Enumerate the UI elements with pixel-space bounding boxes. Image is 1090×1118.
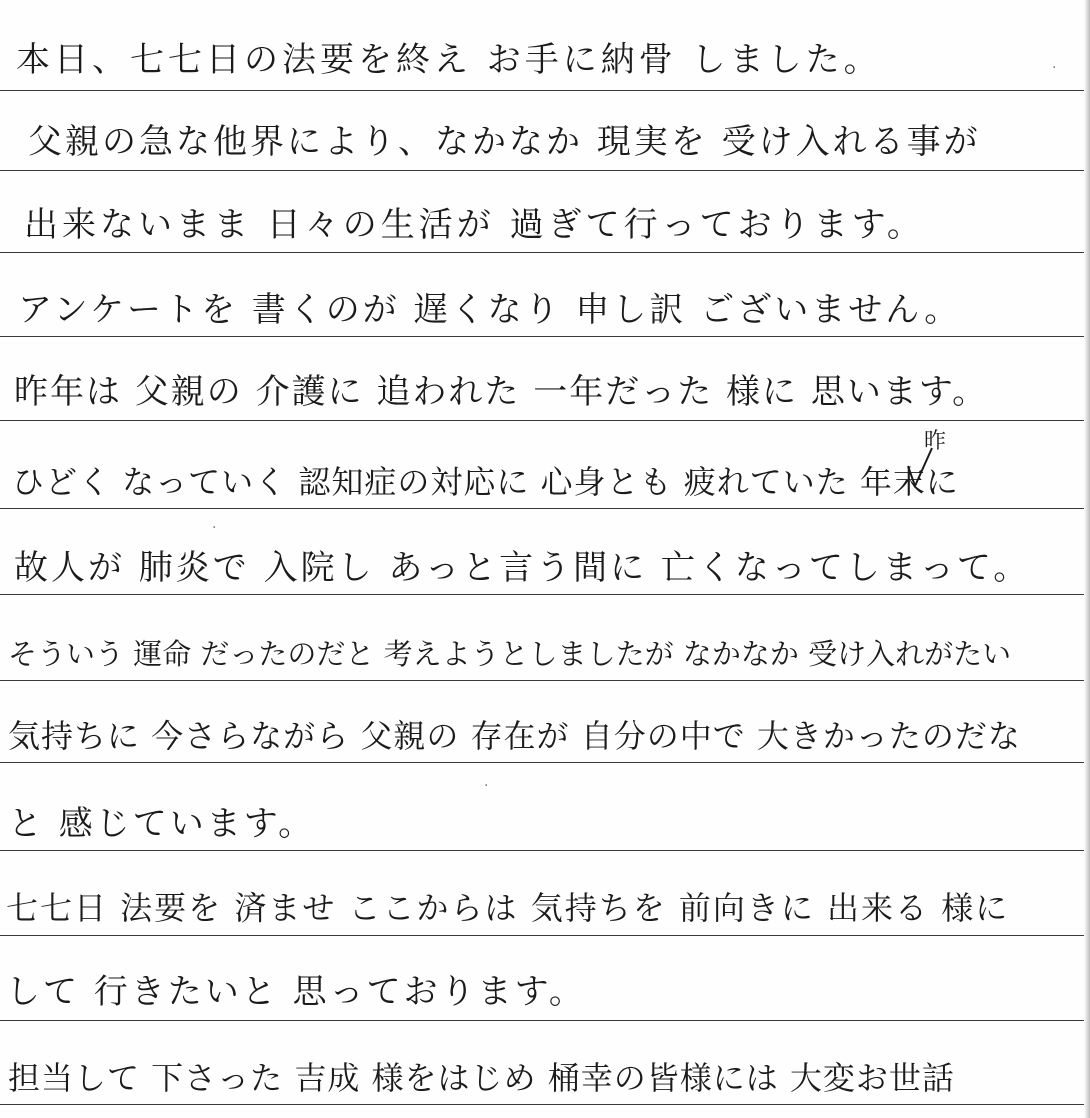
insertion-text: 昨 [924, 429, 947, 454]
ink-speck: · [212, 520, 217, 536]
letter-line-8: そういう 運命 だったのだと 考えようとしましたが なかなか 受け入れがたい [8, 637, 1012, 671]
letter-line-4: アンケートを 書くのが 遅くなり 申し訳 ございません。 [18, 290, 962, 330]
ruled-line [0, 170, 1090, 171]
ruled-line [0, 762, 1090, 763]
letter-line-13: 担当して 下さった 吉成 様をはじめ 桶幸の皆様には 大変お世話 [8, 1059, 955, 1097]
ruled-line [0, 850, 1090, 851]
ruled-line [0, 1104, 1090, 1105]
ruled-line [0, 935, 1090, 936]
ruled-line [0, 336, 1090, 337]
letter-line-6: ひどく なっていく 認知症の対応に 心身とも 疲れていた 年末に [12, 463, 959, 501]
letter-line-9: 気持ちに 今さらながら 父親の 存在が 自分の中で 大きかったのだな [8, 717, 1021, 755]
ruled-line [0, 680, 1090, 681]
ruled-line [0, 252, 1090, 253]
letter-line-11: 七七日 法要を 済ませ ここからは 気持ちを 前向きに 出来る 様に [6, 889, 1010, 927]
letter-line-7: 故人が 肺炎で 入院し あっと言う間に 亡くなってしまって。 [14, 548, 1031, 588]
page-edge-shadow [1084, 0, 1090, 1118]
ink-speck: · [1052, 60, 1057, 76]
letter-line-10: と 感じています。 [8, 804, 316, 844]
ruled-line [0, 90, 1090, 91]
letter-line-2: 父親の急な他界により、なかなか 現実を 受け入れる事が [28, 122, 981, 162]
letter-line-1: 本日、七七日の法要を終え お手に納骨 しました。 [16, 40, 882, 80]
letter-line-5: 昨年は 父親の 介護に 追われた 一年だった 様に 思います。 [14, 372, 989, 412]
ruled-line [0, 1020, 1090, 1021]
letter-line-12: して 行きたいと 思っております。 [6, 972, 586, 1012]
ruled-line [0, 508, 1090, 509]
ruled-line [0, 420, 1090, 421]
letter-line-3: 出来ないまま 日々の生活が 過ぎて行っております。 [24, 205, 925, 245]
ink-speck: · [484, 778, 489, 794]
ruled-line [0, 594, 1090, 595]
